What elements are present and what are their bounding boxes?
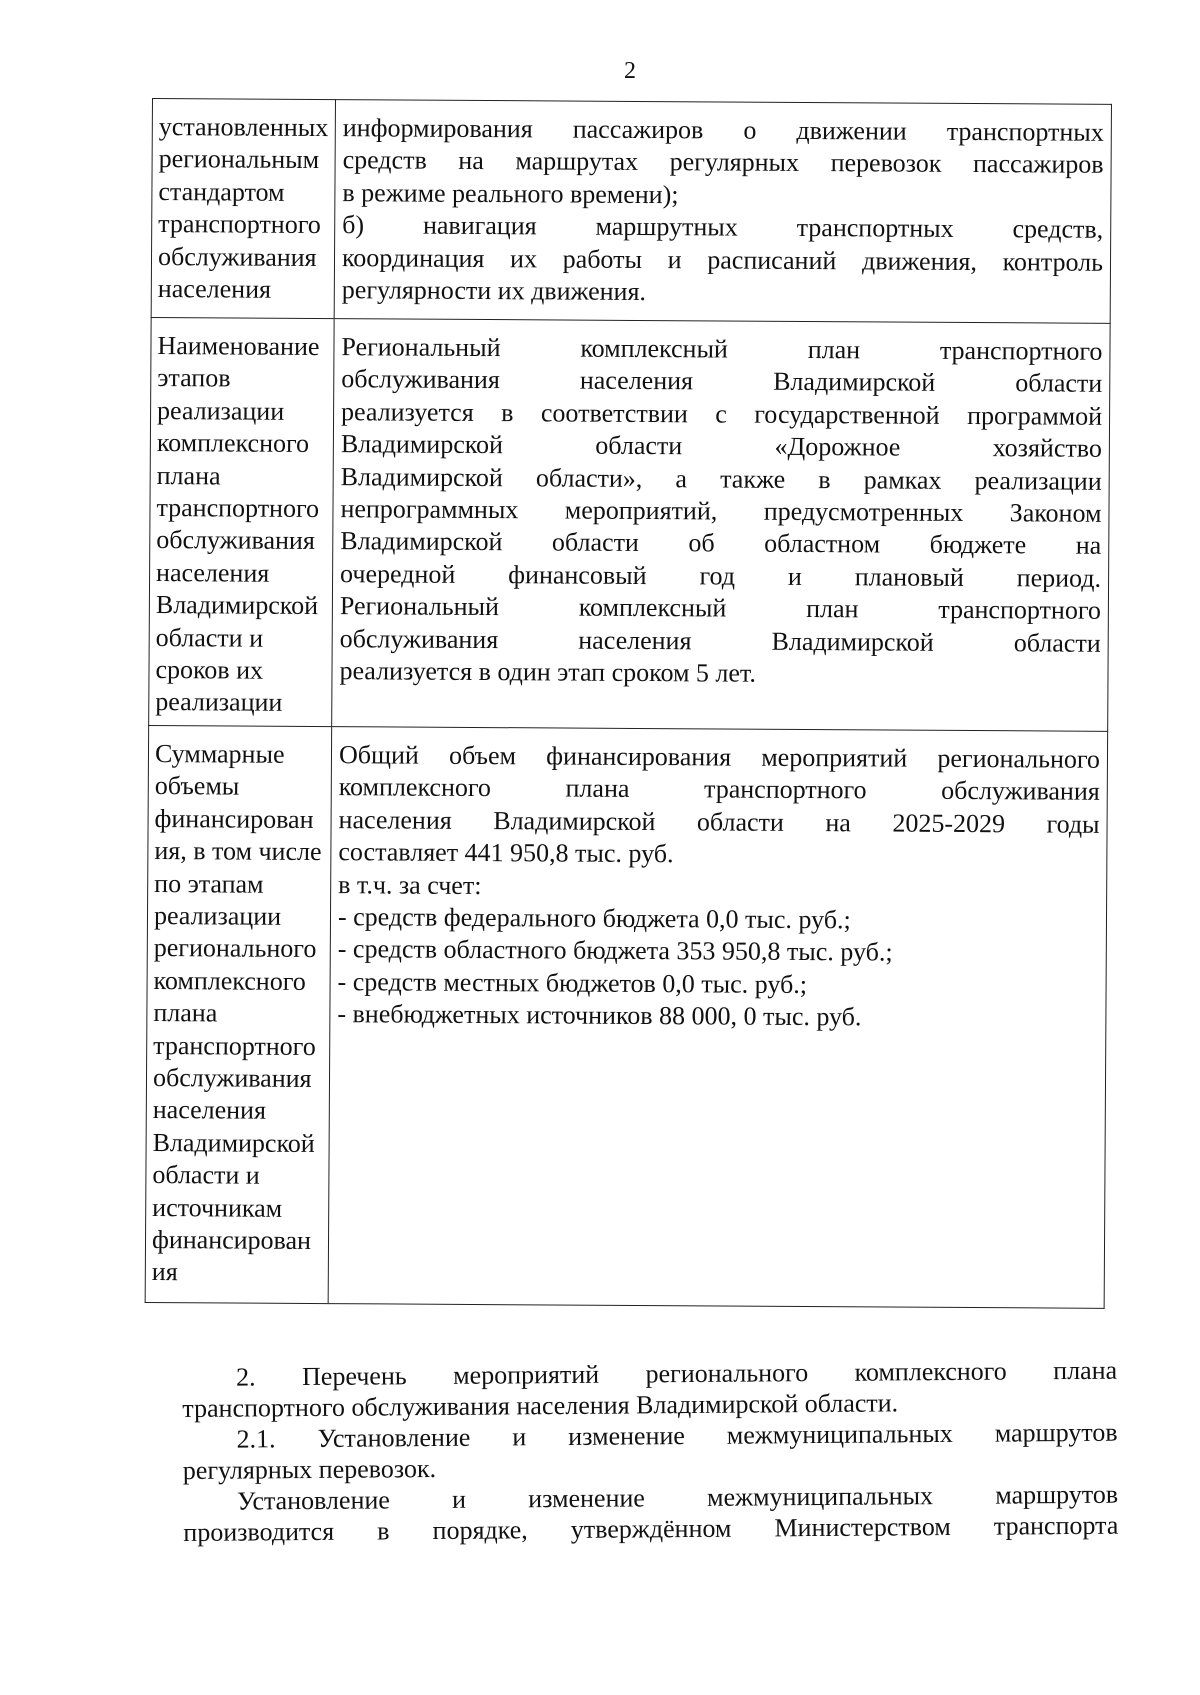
content-line: Общий объем финансирования мероприятий регионального <box>338 740 1101 774</box>
content-line: - внебюджетных источников 88 000, 0 тыс. руб. <box>337 999 862 1032</box>
table-label-cell <box>145 725 332 1303</box>
label-line: Наименование <box>157 331 320 362</box>
label-line: реализации <box>153 900 282 931</box>
label-line: обслуживания <box>156 525 315 556</box>
table-content-cell <box>332 319 1110 732</box>
label-line: Владимирской <box>155 590 319 621</box>
label-line: обслуживания <box>157 241 317 272</box>
section-2-line-1: 2. Перечень мероприятий регионального комплексного плана <box>236 1355 1118 1392</box>
content-line: обслуживания населения Владимирской области <box>339 623 1101 658</box>
table-row <box>145 725 1108 1308</box>
table-content-cell <box>334 100 1111 324</box>
section-2-line-2: транспортного обслуживания населения Владимирской области. <box>182 1388 899 1423</box>
label-line: сроков их <box>155 655 264 685</box>
label-line: области и <box>155 622 264 653</box>
content-line: очередной финансовый год и плановый период. <box>340 559 1102 593</box>
label-line: финансирован <box>151 1224 312 1255</box>
label-line: транспортного <box>156 493 320 524</box>
label-line: населения <box>152 1095 267 1126</box>
page-number: 2 <box>624 58 636 84</box>
content-line: средств на маршрутах регулярных перевозок пассажиров <box>342 145 1104 180</box>
content-line: в режиме реального времени); <box>342 177 679 210</box>
content-line: - средств областного бюджета 353 950,8 тыс. руб.; <box>337 934 893 967</box>
content-line: в т.ч. за счет: <box>338 869 482 900</box>
content-line: Владимирской области «Дорожное хозяйство <box>340 429 1102 464</box>
content-line: составляет 441 950,8 тыс. руб. <box>338 837 674 869</box>
label-line: источникам <box>152 1192 283 1223</box>
content-line: информирования пассажиров о движении транспортных <box>342 113 1104 147</box>
label-line: установленных <box>158 112 329 143</box>
content-line: Региональный комплексный план транспортного <box>341 332 1103 366</box>
label-line: реализации <box>157 395 285 426</box>
passport-table-body <box>145 99 1111 1309</box>
content-line: реализуется в соответствии с государственной программой <box>341 396 1103 431</box>
table-label-cell <box>149 317 334 726</box>
label-line: объемы <box>154 771 240 801</box>
label-line: населения <box>157 274 272 304</box>
label-line: регионального <box>153 933 317 964</box>
routes-line-2: производится в порядке, утверждённом Министерством транспорта <box>183 1510 1119 1547</box>
label-line: реализации <box>155 687 283 718</box>
label-line: Владимирской <box>152 1127 315 1158</box>
table-content-cell <box>328 726 1108 1308</box>
content-line: координация их работы и расписаний движения, контроль <box>341 242 1104 277</box>
passport-table <box>145 98 1112 1309</box>
section-2-1-line-1: 2.1. Установление и изменение межмуниципальных маршрутов <box>236 1417 1118 1454</box>
content-line: б) навигация маршрутных транспортных средств, <box>342 210 1104 245</box>
content-line: Владимирской области об областном бюджете на <box>340 526 1102 561</box>
label-line: плана <box>156 460 221 491</box>
content-line: реализуется в один этап сроком 5 лет. <box>339 656 756 688</box>
content-line: непрограммных мероприятий, предусмотренных Законом <box>340 494 1102 528</box>
label-line: области и <box>152 1160 260 1190</box>
label-line: транспортного <box>153 1030 316 1061</box>
label-line: этапов <box>157 363 231 393</box>
content-line: - средств местных бюджетов 0,0 тыс. руб.; <box>337 966 808 999</box>
content-line: регулярности их движения. <box>341 275 647 307</box>
label-line: обслуживания <box>152 1062 312 1093</box>
routes-paragraph <box>183 1479 1118 1548</box>
table-row <box>151 99 1111 324</box>
content-line: Владимирской области», а также в рамках реализации <box>340 461 1102 496</box>
content-line: - средств федерального бюджета 0,0 тыс. руб.; <box>337 902 851 935</box>
label-line: стандартом <box>158 176 285 207</box>
content-line: Региональный комплексный план транспортного <box>339 591 1101 626</box>
section-2-1-paragraph <box>182 1417 1117 1486</box>
content-line: населения Владимирской области на 2025-2029 годы <box>338 804 1100 839</box>
label-line: транспортного <box>158 209 321 240</box>
label-line: ия <box>151 1257 178 1287</box>
table-row <box>149 317 1110 731</box>
content-line: комплексного плана транспортного обслуживания <box>338 772 1100 807</box>
section-2-paragraph <box>182 1355 1117 1424</box>
label-line: региональным <box>158 144 320 175</box>
body-text <box>182 1355 1118 1548</box>
label-line: плана <box>153 998 218 1028</box>
table-label-cell <box>151 99 335 319</box>
label-line: Суммарные <box>154 738 285 769</box>
label-line: населения <box>156 557 270 588</box>
label-line: комплексного <box>153 965 306 996</box>
label-line: ия, в том числе <box>154 836 322 867</box>
content-line: обслуживания населения Владимирской области <box>341 364 1103 399</box>
routes-line-1: Установление и изменение межмуниципальных маршрутов <box>236 1479 1119 1516</box>
label-line: финансирован <box>154 803 314 834</box>
label-line: комплексного <box>156 428 310 459</box>
label-line: по этапам <box>154 868 264 899</box>
section-2-1-line-2: регулярных перевозок. <box>182 1454 437 1485</box>
